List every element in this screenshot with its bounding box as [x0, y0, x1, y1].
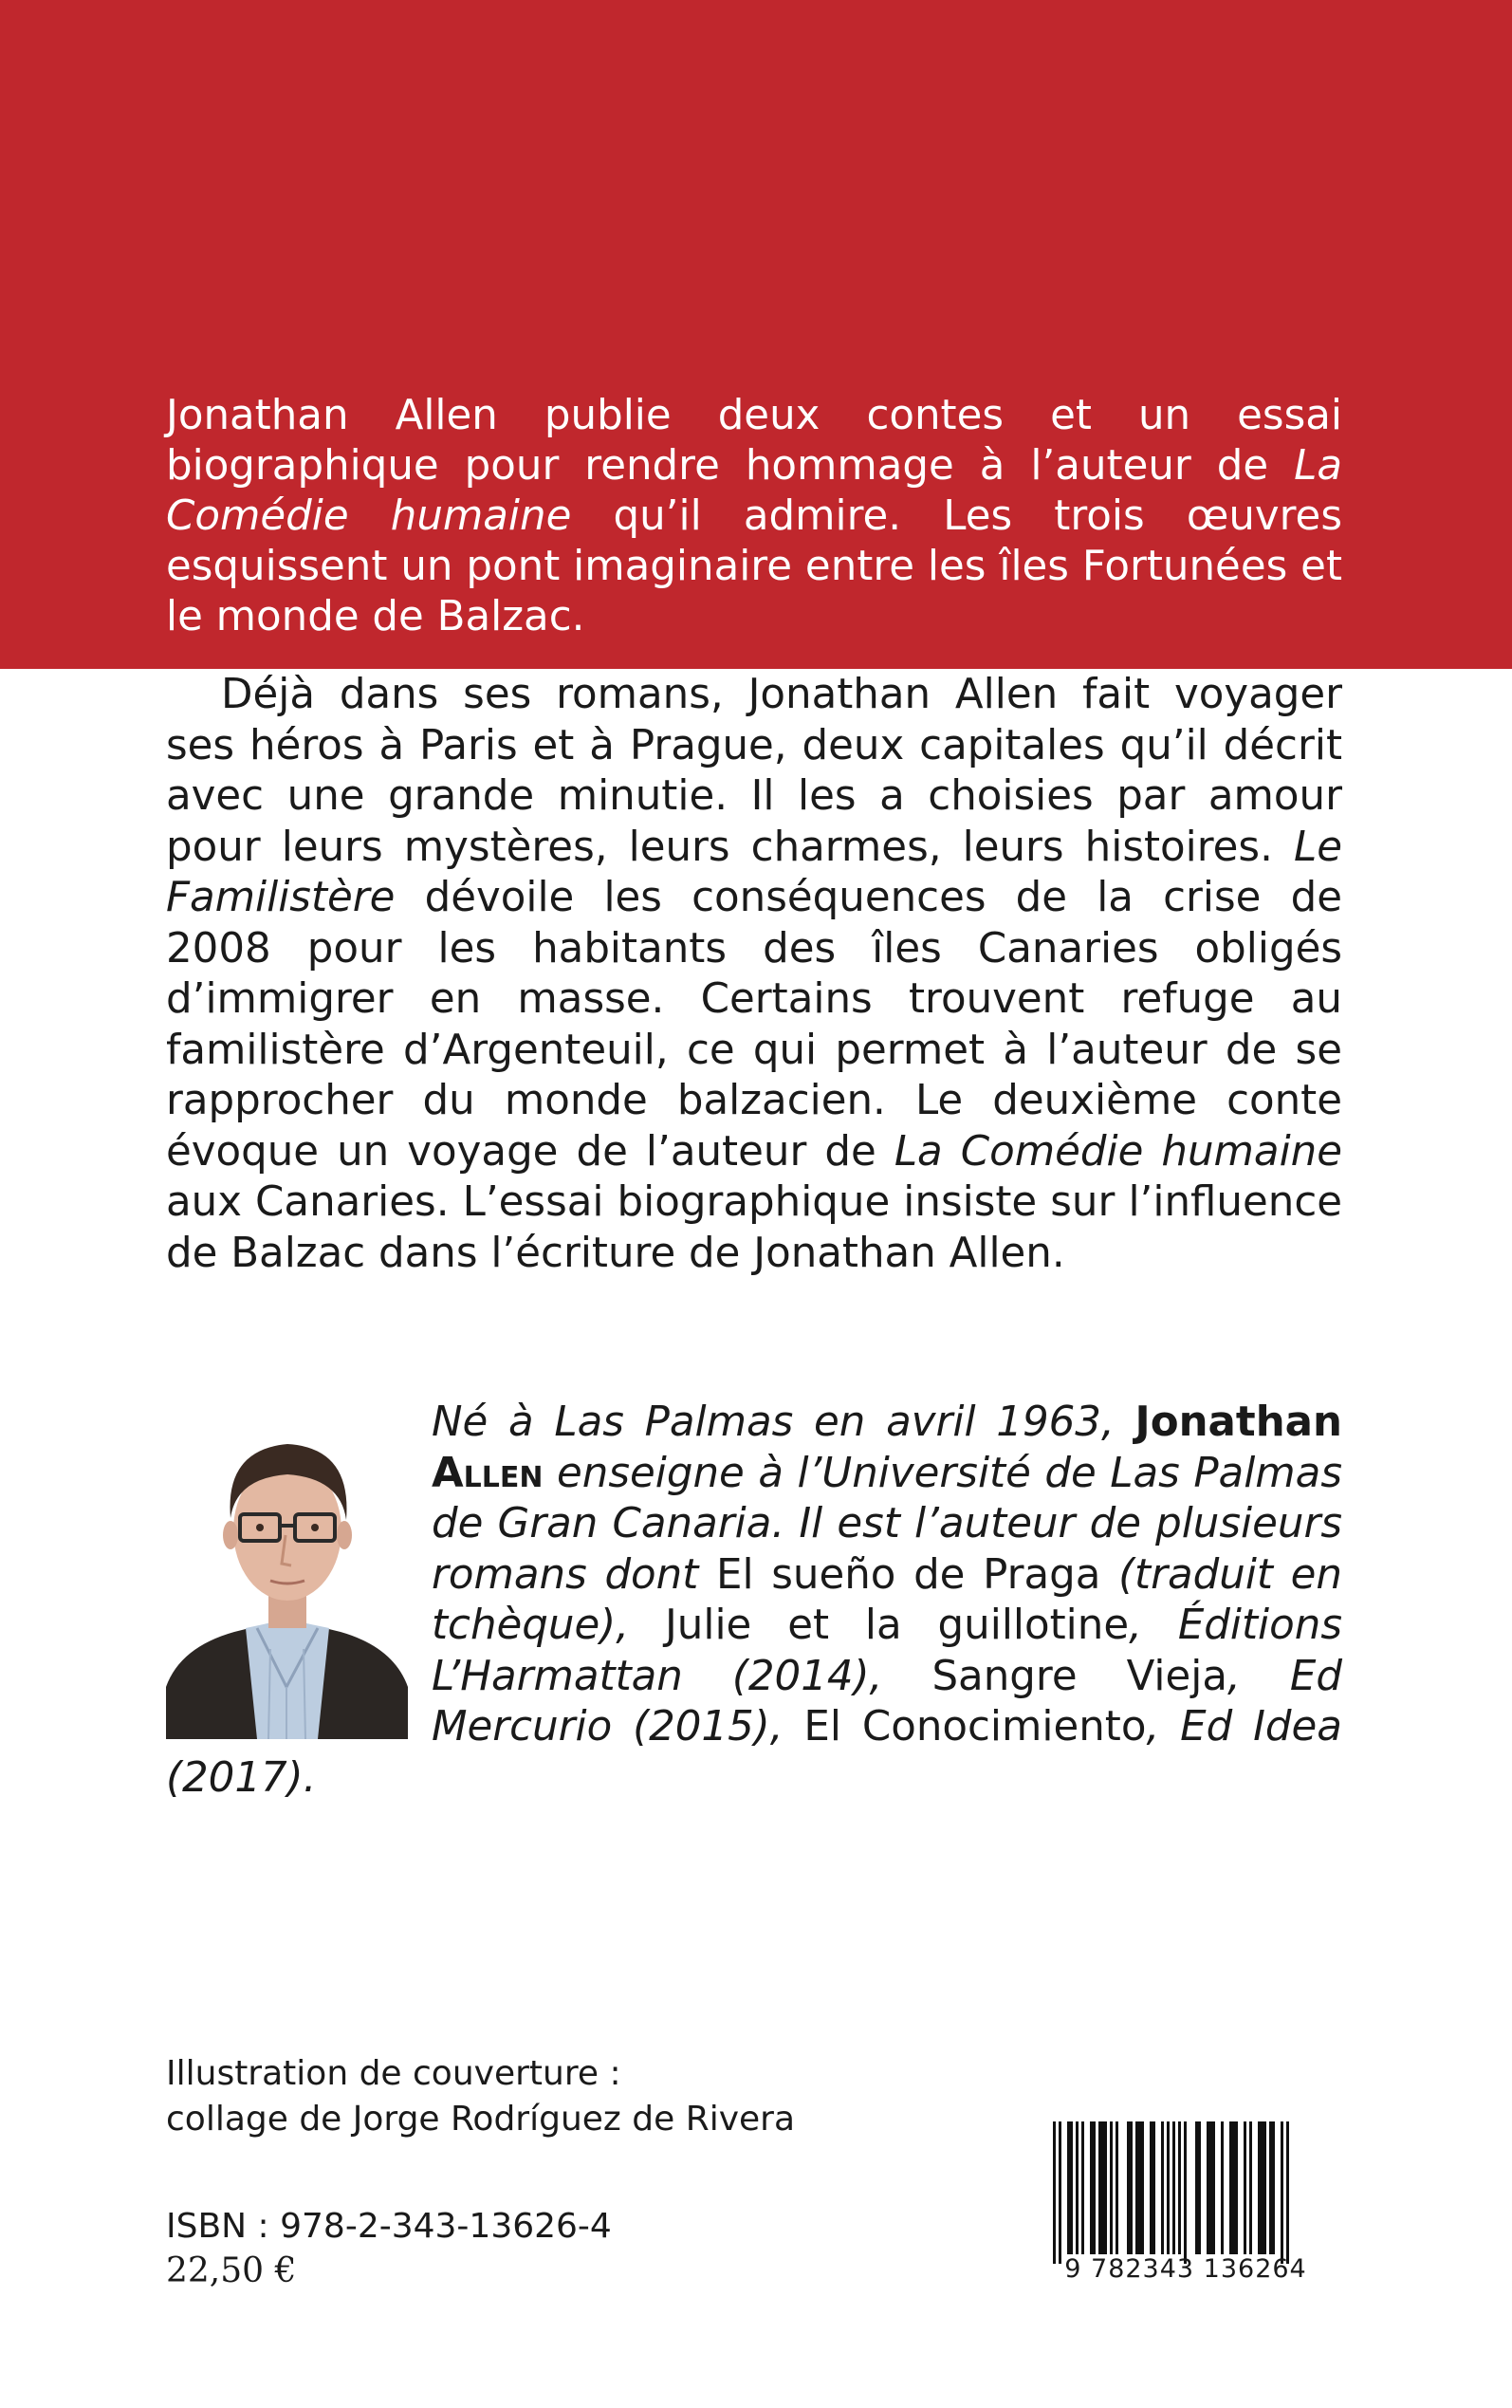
price: 22,50 € — [166, 2251, 297, 2290]
barcode-bar — [1070, 2121, 1073, 2254]
barcode-bar — [1093, 2121, 1096, 2254]
barcode-bar — [1209, 2121, 1212, 2254]
barcode-bar — [1098, 2121, 1101, 2254]
author-first-name: Jonathan — [1134, 1398, 1342, 1446]
barcode-bar — [1184, 2121, 1187, 2264]
barcode-bar — [1249, 2121, 1252, 2254]
barcode-bar — [1127, 2121, 1130, 2254]
book-title: El Conocimiento — [803, 1703, 1147, 1750]
barcode-bar — [1152, 2121, 1155, 2254]
barcode-bar — [1258, 2121, 1261, 2254]
barcode-bar — [1272, 2121, 1275, 2254]
author-last-name: Allen — [432, 1449, 544, 1497]
barcode-bar — [1207, 2121, 1209, 2254]
summary-book-title-2: La Comédie humaine — [894, 1127, 1342, 1176]
isbn: ISBN : 978-2-343-13626-4 — [166, 2207, 612, 2246]
barcode-bar — [1261, 2121, 1263, 2254]
author-bio — [166, 1398, 1342, 1804]
summary-book-title-1: Le Familistère — [166, 823, 1342, 921]
barcode-bar — [1161, 2121, 1164, 2254]
barcode-bar — [1229, 2121, 1232, 2254]
barcode-bar — [1053, 2121, 1056, 2264]
barcode-bar — [1141, 2121, 1144, 2254]
intro-book-title: La Comédie humaine — [166, 442, 1342, 540]
author-bio-text: Né à Las Palmas en avril 1963, Jonathan Allen enseigne à l’Université de Las Palmas de Gran Canaria. Il est l’auteur de plusieurs romans dont El sueño de Praga (traduit en tchèque), Julie et la guillotine, Éditions L’Harmattan (2014), Sangre Vieja, Ed Mercurio (2015), El Conocimiento, Ed Idea (2017). — [166, 1398, 1342, 1802]
barcode-bar — [1090, 2121, 1093, 2254]
barcode-bar — [1244, 2121, 1246, 2254]
barcode-bar — [1150, 2121, 1152, 2254]
barcode-bar — [1138, 2121, 1141, 2254]
summary-text-3: aux Canaries. L’essai biographique insiste sur l’influence de Balzac dans l’écriture de Jonathan Allen. — [166, 1178, 1342, 1277]
barcode-bar — [1110, 2121, 1113, 2254]
barcode-bar — [1263, 2121, 1266, 2254]
barcode-bar — [1104, 2121, 1107, 2254]
credit-line-2: collage de Jorge Rodríguez de Rivera — [166, 2100, 796, 2139]
barcode-bar — [1195, 2121, 1198, 2254]
barcode-bar — [1269, 2121, 1272, 2254]
book-title: Sangre Vieja — [931, 1652, 1228, 1700]
barcode-bar — [1198, 2121, 1201, 2254]
barcode-bar — [1135, 2121, 1138, 2254]
barcode-bar — [1281, 2121, 1283, 2264]
barcode-bar — [1116, 2121, 1118, 2254]
credit-line-1: Illustration de couverture : — [166, 2054, 621, 2093]
barcode-bar — [1212, 2121, 1215, 2254]
book-title: El sueño de Praga — [715, 1550, 1101, 1599]
barcode-bar — [1167, 2121, 1170, 2254]
barcode-bar — [1067, 2121, 1070, 2254]
barcode-bar — [1076, 2121, 1079, 2254]
intro-text-1: Jonathan Allen publie deux contes et un essai biographique pour rendre hommage à l’auteur de — [166, 392, 1342, 490]
barcode-bar — [1221, 2121, 1224, 2254]
barcode-digits: 9 782343 136264 — [1064, 2254, 1307, 2284]
intro-paragraph — [166, 391, 1342, 642]
barcode-bar — [1081, 2121, 1084, 2254]
summary-text-1: Déjà dans ses romans, Jonathan Allen fait voyager ses héros à Paris et à Prague, deux capitales qu’il décrit avec une grande minutie. Il les a choisies par amour pour leurs mystères, leurs charmes, leurs histoires. — [166, 671, 1342, 871]
barcode-bar — [1101, 2121, 1104, 2254]
barcode-bar — [1172, 2121, 1175, 2254]
barcode-bar — [1286, 2121, 1289, 2264]
summary-text-2: dévoile les conséquences de la crise de 2008 pour les habitants des îles Canaries obligés d’immigrer en masse. Certains trouvent refuge au familistère d’Argenteuil, ce qui permet à l’auteur de se rapprocher du monde balzacien. Le deuxième conte évoque un voyage de l’auteur de — [166, 874, 1342, 1176]
barcode-bar — [1130, 2121, 1133, 2254]
barcode-bar — [1235, 2121, 1238, 2254]
barcode-bar — [1059, 2121, 1061, 2264]
cover-illustration-credit — [166, 2051, 795, 2142]
barcode-bar — [1232, 2121, 1235, 2254]
book-title: Julie et la guillotine — [664, 1602, 1130, 1649]
intro-text-2: qu’il admire. Les trois œuvres esquissent un pont imaginaire entre les îles Fortunées et le monde de Balzac. — [166, 492, 1342, 640]
summary-paragraph — [166, 670, 1342, 1279]
barcode-bar — [1178, 2121, 1181, 2254]
